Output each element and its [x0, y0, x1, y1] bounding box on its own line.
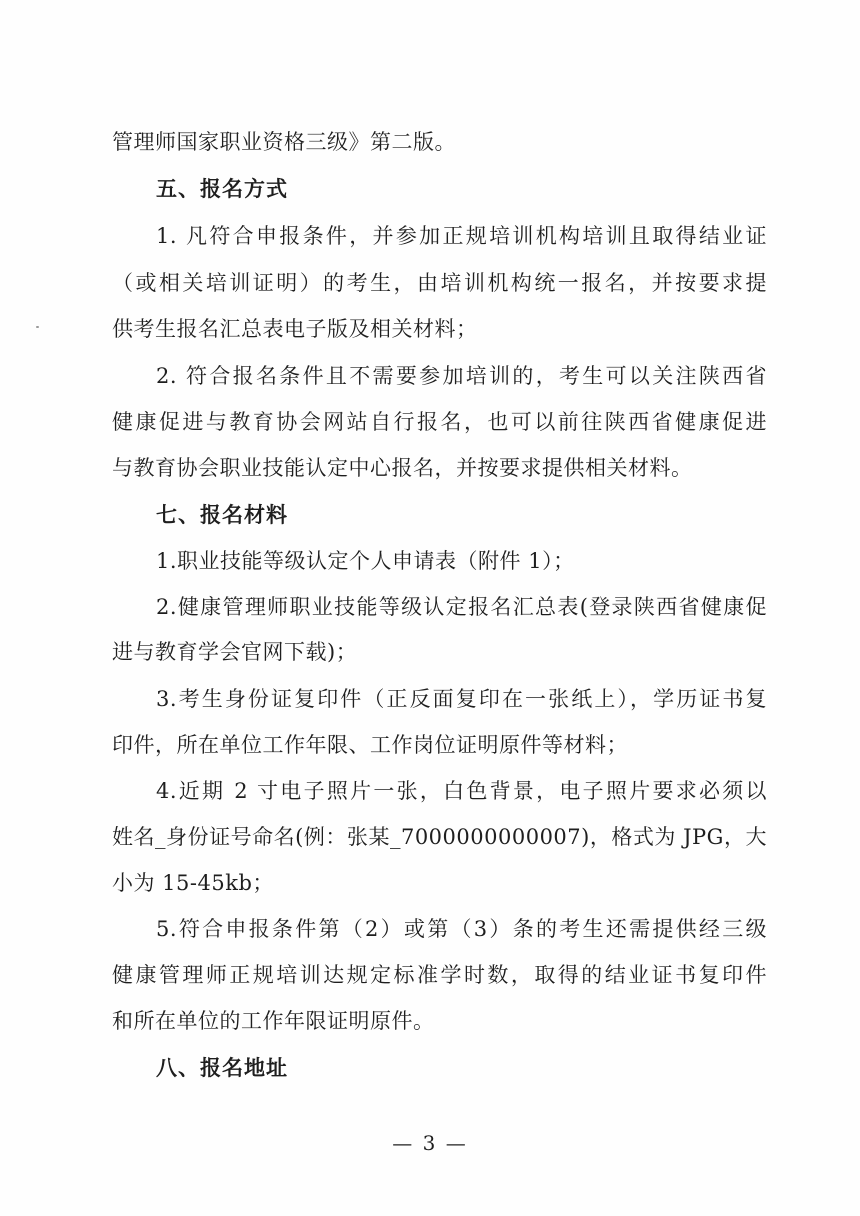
section-7-item-2-line-1: 2.健康管理师职业技能等级认定报名汇总表(登录陕西省健康促 [156, 595, 767, 619]
section-5-heading: 五、报名方式 [156, 177, 288, 201]
intro-line: 管理师国家职业资格三级》第二版。 [112, 130, 456, 154]
scan-speck [36, 326, 39, 328]
section-7-item-3-line-2: 印件，所在单位工作年限、工作岗位证明原件等材料； [112, 733, 628, 757]
section-5-item-1-line-1: 1. 凡符合申报条件，并参加正规培训机构培训且取得结业证 [156, 224, 767, 248]
section-7-item-4-line-3: 小为 15-45kb； [112, 871, 274, 895]
section-8-heading: 八、报名地址 [156, 1056, 288, 1080]
section-7-item-1-line-1: 1.职业技能等级认定个人申请表（附件 1）； [156, 549, 575, 573]
section-5-item-2-line-3: 与教育协会职业技能认定中心报名，并按要求提供相关材料。 [112, 456, 693, 480]
section-7-item-4-line-2: 姓名_身份证号命名(例：张某_7000000000007)，格式为 JPG，大 [112, 825, 767, 849]
section-7-item-5-line-3: 和所在单位的工作年限证明原件。 [112, 1009, 435, 1033]
section-7-heading: 七、报名材料 [156, 503, 288, 527]
section-5-item-2-line-2: 健康促进与教育协会网站自行报名，也可以前往陕西省健康促进 [112, 410, 767, 434]
section-7-item-3-line-1: 3.考生身份证复印件（正反面复印在一张纸上），学历证书复 [156, 687, 767, 711]
section-5-item-1-line-3: 供考生报名汇总表电子版及相关材料； [112, 317, 478, 341]
section-5-item-2-line-1: 2. 符合报名条件且不需要参加培训的，考生可以关注陕西省 [156, 364, 767, 388]
section-7-item-2-line-2: 进与教育学会官网下载)； [112, 640, 358, 664]
section-5-item-1-line-2: （或相关培训证明）的考生，由培训机构统一报名，并按要求提 [112, 271, 767, 295]
section-7-item-4-line-1: 4.近期 2 寸电子照片一张，白色背景，电子照片要求必须以 [156, 779, 767, 803]
section-7-item-5-line-2: 健康管理师正规培训达规定标准学时数，取得的结业证书复印件 [112, 963, 767, 987]
page-number: — 3 — [392, 1131, 468, 1155]
section-7-item-5-line-1: 5.符合申报条件第（2）或第（3）条的考生还需提供经三级 [156, 917, 767, 941]
